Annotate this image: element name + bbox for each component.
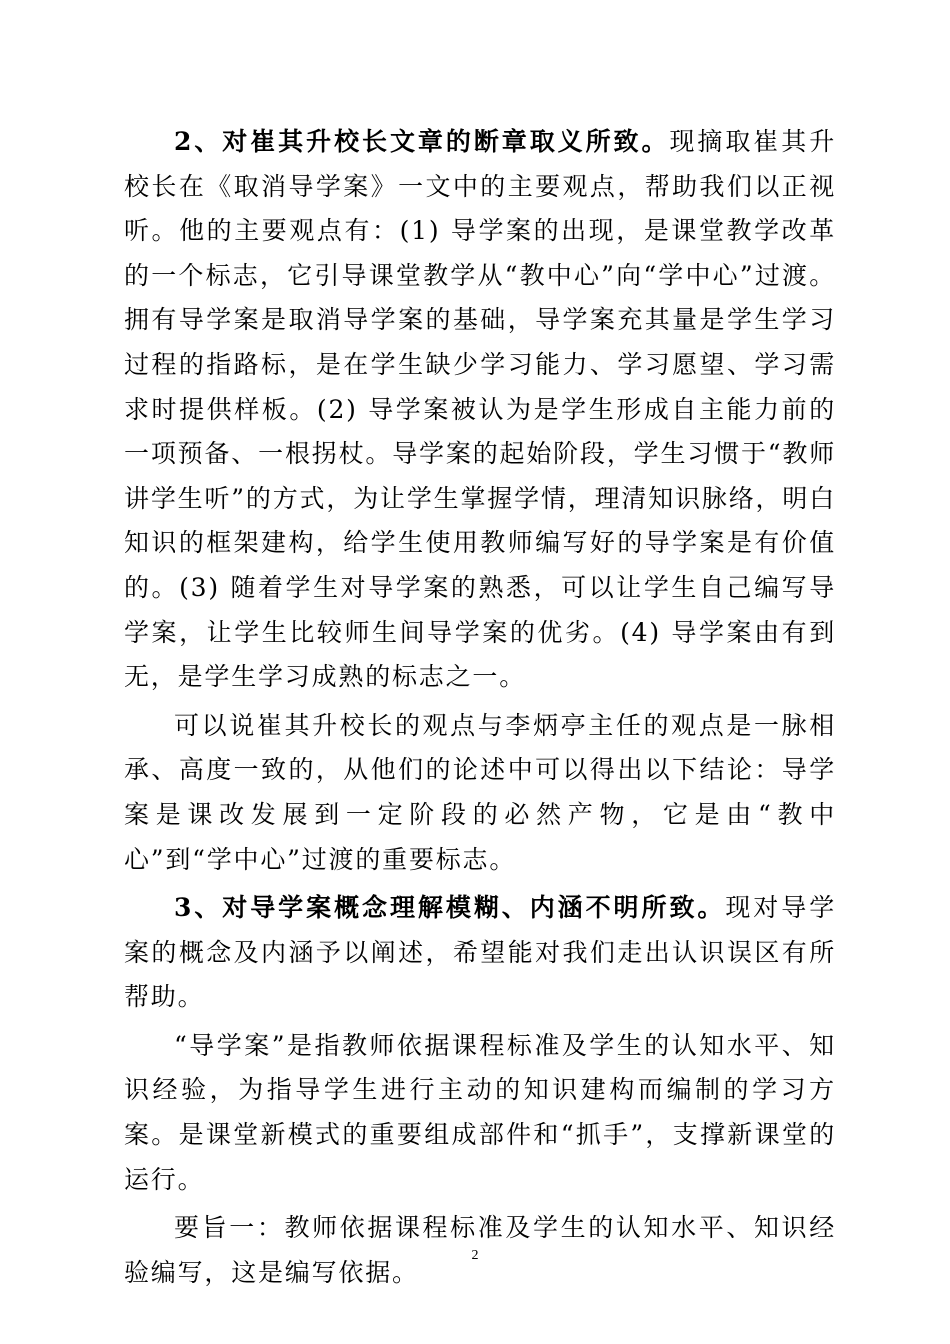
- paragraph-conclusion: [124, 704, 836, 882]
- paragraph-text: 可以说崔其升校长的观点与李炳亭主任的观点是一脉相承、高度一致的，从他们的论述中可以得出以下结论：导学案是课改发展到一定阶段的必然产物，它是由“教中心”到“学中心”过渡的重要标志。: [124, 710, 836, 874]
- paragraph-heading: 2、对崔其升校长文章的断章取义所致。: [174, 127, 670, 156]
- body-text: [124, 120, 836, 1299]
- page-number: 2: [471, 1248, 479, 1263]
- paragraph-heading: 3、对导学案概念理解模糊、内涵不明所致。: [174, 893, 726, 923]
- paragraph-text: 现摘取崔其升校长在《取消导学案》一文中的主要观点，帮助我们以正视听。他的主要观点有：(1) 导学案的出现，是课堂教学改革的一个标志，它引导课堂教学从“教中心”向“学中心”过渡。拥有导学案是取消导学案的基础，导学案充其量是学生学习过程的指路标，是在学生缺少学习能力、学习愿望、学习需求时提供样板。(2) 导学案被认为是学生形成自主能力前的一项预备、一根拐杖。导学案的起始阶段，学生习惯于“教师讲学生听”的方式，为让学生掌握学情，理清知识脉络，明白知识的框架建构，给学生使用教师编写好的导学案是有价值的。(3) 随着学生对导学案的熟悉，可以让学生自己编写导学案，让学生比较师生间导学案的优劣。(4) 导学案由有到无，是学生学习成熟的标志之一。: [124, 127, 836, 692]
- paragraph-text: 现对导学案的概念及内涵予以阐述，希望能对我们走出认识误区有所帮助。: [124, 893, 837, 1012]
- paragraph-point-3: [124, 886, 836, 1020]
- paragraph-text: “导学案”是指教师依据课程标准及学生的认知水平、知识经验，为指导学生进行主动的知识建构而编制的学习方案。是课堂新模式的重要组成部件和“抓手”，支撑新课堂的运行。: [124, 1030, 836, 1194]
- paragraph-definition: [124, 1024, 836, 1202]
- paragraph-text: 要旨一：教师依据课程标准及学生的认知水平、知识经验编写，这是编写依据。: [124, 1213, 836, 1287]
- paragraph-point-2: [124, 120, 836, 700]
